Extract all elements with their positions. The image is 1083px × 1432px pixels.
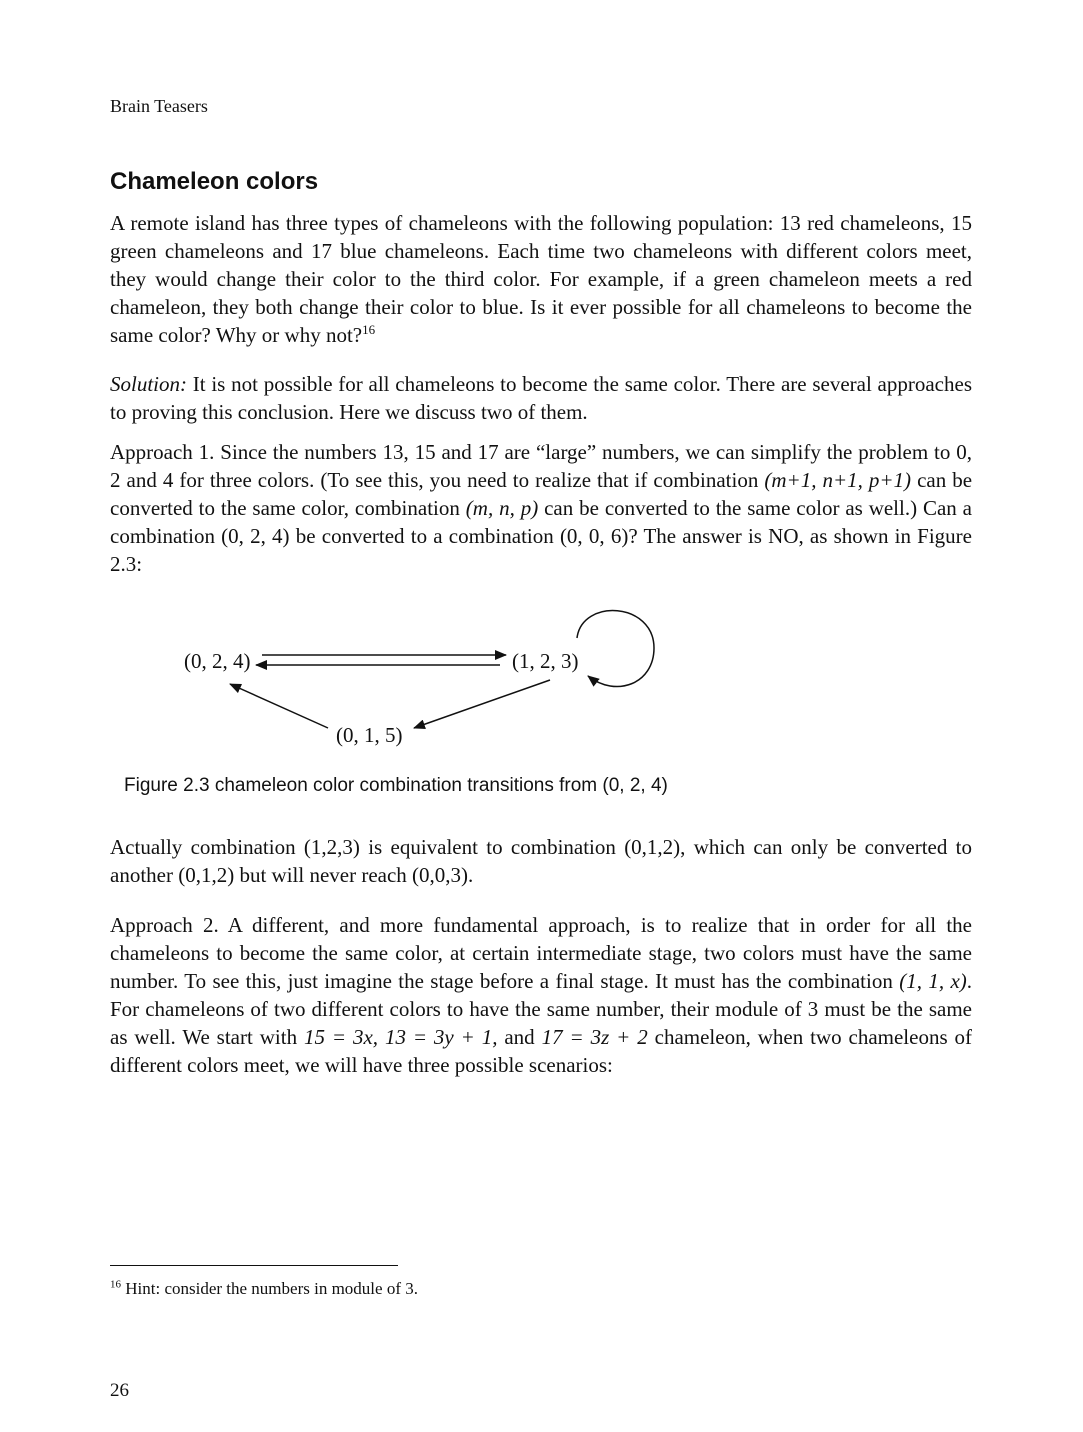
footnote-reference[interactable]: 16 xyxy=(362,322,376,337)
approach2-text-3: and xyxy=(504,1025,535,1049)
approach1-text-3: can be converted to the same color as well.) Can a combination (0, 2, 4) be converted to a combination (0, 0, 6)? The answer is NO, as shown in Figure 2.3: xyxy=(110,496,973,576)
approach1-math-2: (m, n, p) xyxy=(465,496,539,520)
transition-diagram xyxy=(170,598,690,758)
solution-text: It is not possible for all chameleons to become the same color. There are several approaches to proving this conclusion. Here we discuss two of them. xyxy=(110,372,972,424)
approach2-text-2: . For chameleons of two different colors to have the same number, their module of 3 must be the same as well. We start with xyxy=(110,969,973,1049)
approach1-math-1: (m+1, n+1, p+1) xyxy=(764,468,912,492)
running-header: Brain Teasers xyxy=(110,96,208,116)
solution-paragraph xyxy=(110,370,972,426)
approach2-math-2: 15 = 3x, xyxy=(303,1025,379,1049)
approach1-paragraph xyxy=(110,438,972,578)
footnote-text: Hint: consider the numbers in module of 3. xyxy=(125,1279,418,1298)
equivalence-paragraph: Actually combination (1,2,3) is equivalent to combination (0,1,2), which can only be converted to another (0,1,2) but will never reach (0,0,3). xyxy=(110,835,972,887)
approach2-math-3: 13 = 3y + 1, xyxy=(384,1025,498,1049)
approach1-text-2: can be converted to the same color, combination xyxy=(110,468,973,520)
approach1-text-1: Approach 1. Since the numbers 13, 15 and 17 are “large” numbers, we can simplify the problem to 0, 2 and 4 for three colors. (To see this, you need to realize that if combination xyxy=(110,440,972,492)
self-loop-b xyxy=(577,611,654,687)
approach2-text-4: chameleon, when two chameleons of different colors meet, we will have three possible scenarios: xyxy=(110,1025,973,1077)
approach2-text-1: Approach 2. A different, and more fundamental approach, is to realize that in order for all the chameleons to become the same color, at certain intermediate stage, two colors must have the same number. To see this, just imagine the stage before a final stage. It must has the combination xyxy=(110,913,972,993)
footnote-number: 16 xyxy=(110,1278,121,1291)
solution-label: Solution: xyxy=(110,372,187,396)
problem-paragraph xyxy=(110,209,972,349)
figure-caption: Figure 2.3 chameleon color combination transitions from (0, 2, 4) xyxy=(124,775,668,796)
node-1-2-3: (1, 2, 3) xyxy=(512,649,579,673)
arrow-b-to-c xyxy=(414,680,550,728)
problem-text: A remote island has three types of chameleons with the following population: 13 red chameleons, 15 green chameleons and 17 blue chameleons. Each time two chameleons with different colors meet, they would change their color to the third color. For example, if a green chameleon meets a red chameleon, they both change their color to blue. Is it ever possible for all chameleons to become the same color? Why or why not? xyxy=(110,211,972,347)
footnote-divider xyxy=(110,1265,398,1266)
node-0-2-4: (0, 2, 4) xyxy=(184,649,251,673)
node-0-1-5: (0, 1, 5) xyxy=(336,723,403,747)
footnote xyxy=(110,1279,418,1299)
arrow-c-to-a xyxy=(230,684,328,728)
section-title: Chameleon colors xyxy=(110,168,319,195)
page-number: 26 xyxy=(110,1380,129,1401)
approach2-math-4: 17 = 3z + 2 xyxy=(541,1025,648,1049)
approach2-paragraph xyxy=(110,911,972,1079)
approach2-math-1: (1, 1, x) xyxy=(899,969,967,993)
